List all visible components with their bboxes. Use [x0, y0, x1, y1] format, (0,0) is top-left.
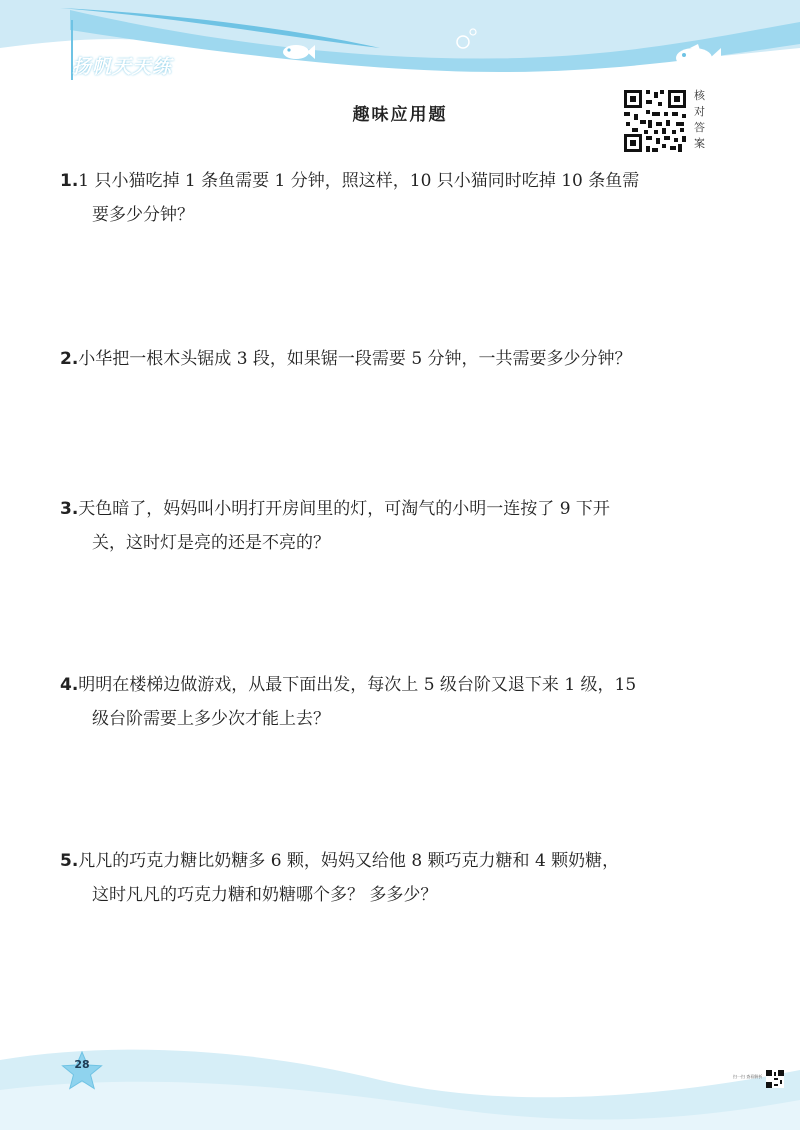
- mini-qr-code-icon[interactable]: [766, 1070, 784, 1088]
- question-number: 4.: [60, 675, 79, 695]
- star-icon: [60, 1050, 104, 1092]
- question-number: 1.: [60, 171, 79, 191]
- brand-logo: 扬帆天天练: [72, 56, 173, 78]
- question-2: [60, 342, 726, 376]
- page-title: 趣味应用题: [352, 105, 448, 125]
- qr-caption: 核对答案: [694, 89, 705, 150]
- question-number: 2.: [60, 349, 79, 369]
- page-number: 28: [74, 1058, 90, 1071]
- question-4: [60, 668, 726, 736]
- question-text: 明明在楼梯边做游戏，从最下面出发，每次上 5 级台阶又退下来 1 级，15: [78, 675, 637, 695]
- question-text: 凡凡的巧克力糖比奶糖多 6 颗，妈妈又给他 8 颗巧克力糖和 4 颗奶糖，: [78, 851, 620, 871]
- question-text: 小华把一根木头锯成 3 段，如果锯一段需要 5 分钟，一共需要多少分钟？: [78, 349, 632, 369]
- question-1: [60, 164, 726, 232]
- fish-icon: [280, 42, 316, 62]
- question-3: [60, 492, 726, 560]
- question-text: 天色暗了，妈妈叫小明打开房间里的灯，可淘气的小明一连按了 9 下开: [78, 499, 610, 519]
- footer-mini-text: 扫一扫 查看解析: [733, 1074, 763, 1079]
- qr-code-icon[interactable]: [622, 88, 688, 154]
- fish-icon: [672, 44, 722, 72]
- question-text: 关，这时灯是亮的还是不亮的？: [92, 533, 330, 553]
- question-number: 3.: [60, 499, 79, 519]
- question-number: 5.: [60, 851, 79, 871]
- question-text: 级台阶需要上多少次才能上去？: [92, 709, 330, 729]
- question-text: 这时凡凡的巧克力糖和奶糖哪个多？ 多多少？: [92, 885, 438, 905]
- question-text: 1 只小猫吃掉 1 条鱼需要 1 分钟，照这样，10 只小猫同时吃掉 10 条鱼需: [78, 171, 640, 191]
- question-5: [60, 844, 726, 912]
- bubble-icon: [455, 26, 479, 50]
- footer-wave-band: [0, 1030, 800, 1130]
- question-text: 要多少分钟？: [92, 205, 194, 225]
